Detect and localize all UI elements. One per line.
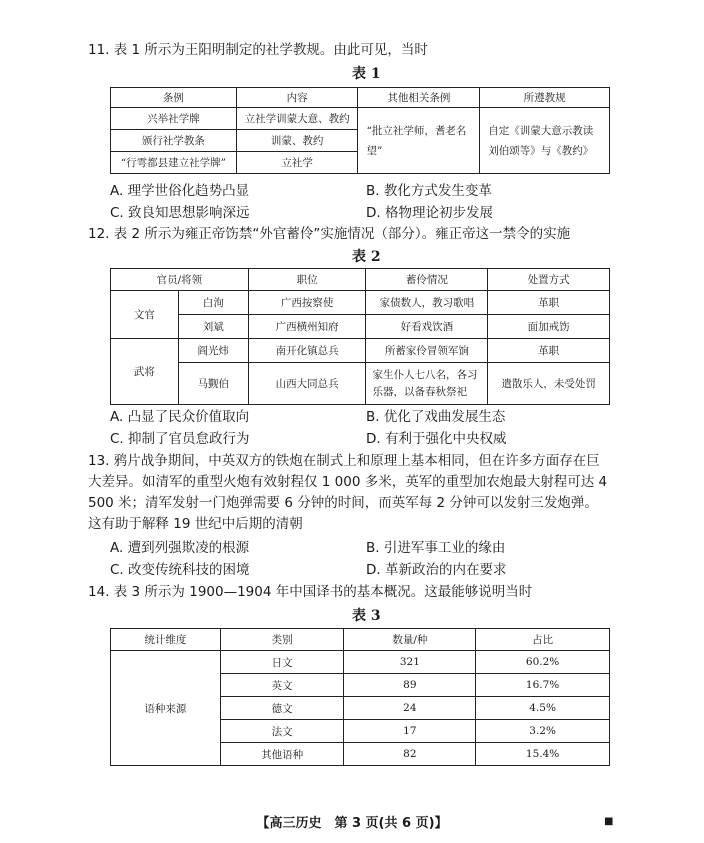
t2-cell: 白洵 xyxy=(178,291,248,315)
t2-cell: 刘斌 xyxy=(178,315,248,339)
table1-caption: 表 1 xyxy=(352,66,381,82)
t2-cell: 面加戒饬 xyxy=(488,315,610,339)
t1-header-1: 内容 xyxy=(236,88,358,108)
t1-cell: 立社学 xyxy=(236,152,358,174)
q11-option-a: A. 理学世俗化趋势凸显 xyxy=(110,183,250,199)
t1-cell: 颁行社学教条 xyxy=(111,130,237,152)
q13-stem: 13. 鸦片战争期间，中英双方的铁炮在制式上和原理上基本相同，但在许多方面存在巨大差异。如清军的重型火炮有效射程仅 1 000 多米，英军的重型加农炮最大射程可达 4 500 米；清军发射一门炮弹需要 6 分钟的时间，而英军每 2 分钟可以发射三发炮弹。这有助于解释 19 世纪中后期的清朝 xyxy=(88,453,608,532)
t3-cell: 89 xyxy=(344,674,476,697)
page-footer: 【高三历史 第 3 页(共 6 页)】 xyxy=(256,816,448,831)
t1-cell: “行雩都县建立社学牌” xyxy=(111,152,237,174)
t1-cell: 训蒙、教约 xyxy=(236,130,358,152)
t2-cell: 所蓄家伶冒领军饷 xyxy=(366,339,488,363)
table-1 xyxy=(110,87,610,174)
q12-option-b: B. 优化了戏曲发展生态 xyxy=(366,409,506,425)
t2-cell: 阎光炜 xyxy=(178,339,248,363)
t2-header-2: 蓄伶情况 xyxy=(366,269,488,291)
t3-cell: 法文 xyxy=(220,720,344,743)
t2-group-military: 武将 xyxy=(111,339,179,405)
t3-cell: 英文 xyxy=(220,674,344,697)
t3-cell: 321 xyxy=(344,651,476,674)
t3-header-2: 数量/种 xyxy=(344,629,476,651)
t3-cell: 日文 xyxy=(220,651,344,674)
t3-cell: 其他语种 xyxy=(220,743,344,766)
t2-cell: 好看戏饮酒 xyxy=(366,315,488,339)
t2-cell: 家债数人，教习歌唱 xyxy=(366,291,488,315)
t2-cell: 革职 xyxy=(488,339,610,363)
t2-group-civil: 文官 xyxy=(111,291,179,339)
t3-cell: 60.2% xyxy=(476,651,610,674)
t2-header-3: 处置方式 xyxy=(488,269,610,291)
t1-cell: 兴举社学牌 xyxy=(111,108,237,130)
t1-cell: 立社学训蒙大意、教约 xyxy=(236,108,358,130)
t3-cell: 16.7% xyxy=(476,674,610,697)
t2-cell: 革职 xyxy=(488,291,610,315)
t1-header-3: 所遵教规 xyxy=(480,88,610,108)
t3-dimension: 语种来源 xyxy=(111,651,221,766)
q13-option-d: D. 革新政治的内在要求 xyxy=(366,562,507,578)
t3-cell: 17 xyxy=(344,720,476,743)
q13-option-b: B. 引进军事工业的缘由 xyxy=(366,540,506,556)
t1-rules: 自定《训蒙大意示教读刘伯颂等》与《教约》 xyxy=(480,108,610,174)
q13-option-c: C. 改变传统科技的困境 xyxy=(110,562,250,578)
t3-header-0: 统计维度 xyxy=(111,629,221,651)
q11-option-c: C. 致良知思想影响深远 xyxy=(110,205,250,221)
q12-option-a: A. 凸显了民众价值取向 xyxy=(110,409,250,425)
t2-cell: 遣散乐人，未受处罚 xyxy=(488,363,610,405)
t3-cell: 24 xyxy=(344,697,476,720)
t3-cell: 3.2% xyxy=(476,720,610,743)
q13-option-a: A. 遭到列强欺凌的根源 xyxy=(110,540,250,556)
corner-mark: ■ xyxy=(604,816,614,827)
table3-caption: 表 3 xyxy=(352,608,381,624)
t3-cell: 德文 xyxy=(220,697,344,720)
t3-cell: 4.5% xyxy=(476,697,610,720)
q12-option-d: D. 有利于强化中央权威 xyxy=(366,431,507,447)
q12-option-c: C. 抑制了官员怠政行为 xyxy=(110,431,250,447)
t2-header-1: 职位 xyxy=(248,269,366,291)
t2-cell: 广西横州知府 xyxy=(248,315,366,339)
q11-option-d: D. 格物理论初步发展 xyxy=(366,205,493,221)
t2-header-0: 官员/将领 xyxy=(111,269,249,291)
t3-cell: 82 xyxy=(344,743,476,766)
t2-cell: 马觐伯 xyxy=(178,363,248,405)
q11-option-b: B. 教化方式发生变革 xyxy=(366,183,492,199)
q11-stem: 11. 表 1 所示为王阳明制定的社学教规。由此可见，当时 xyxy=(88,42,428,58)
t1-other-rules: “批立社学师，耆老名望” xyxy=(358,108,480,174)
t3-cell: 15.4% xyxy=(476,743,610,766)
t2-cell: 广西按察使 xyxy=(248,291,366,315)
table2-caption: 表 2 xyxy=(352,249,381,265)
table-2 xyxy=(110,268,610,405)
t3-header-1: 类别 xyxy=(220,629,344,651)
t2-cell: 家生仆人七八名，各习乐器，以备春秋祭祀 xyxy=(366,363,488,405)
q12-stem: 12. 表 2 所示为雍正帝饬禁“外官蓄伶”实施情况（部分）。雍正帝这一禁令的实施 xyxy=(88,226,571,242)
table-3 xyxy=(110,628,610,766)
t2-cell: 山西大同总兵 xyxy=(248,363,366,405)
q14-stem: 14. 表 3 所示为 1900—1904 年中国译书的基本概况。这最能够说明当时 xyxy=(88,584,533,600)
t1-header-2: 其他相关条例 xyxy=(358,88,480,108)
t3-header-3: 占比 xyxy=(476,629,610,651)
t2-cell: 南开化镇总兵 xyxy=(248,339,366,363)
t1-header-0: 条例 xyxy=(111,88,237,108)
